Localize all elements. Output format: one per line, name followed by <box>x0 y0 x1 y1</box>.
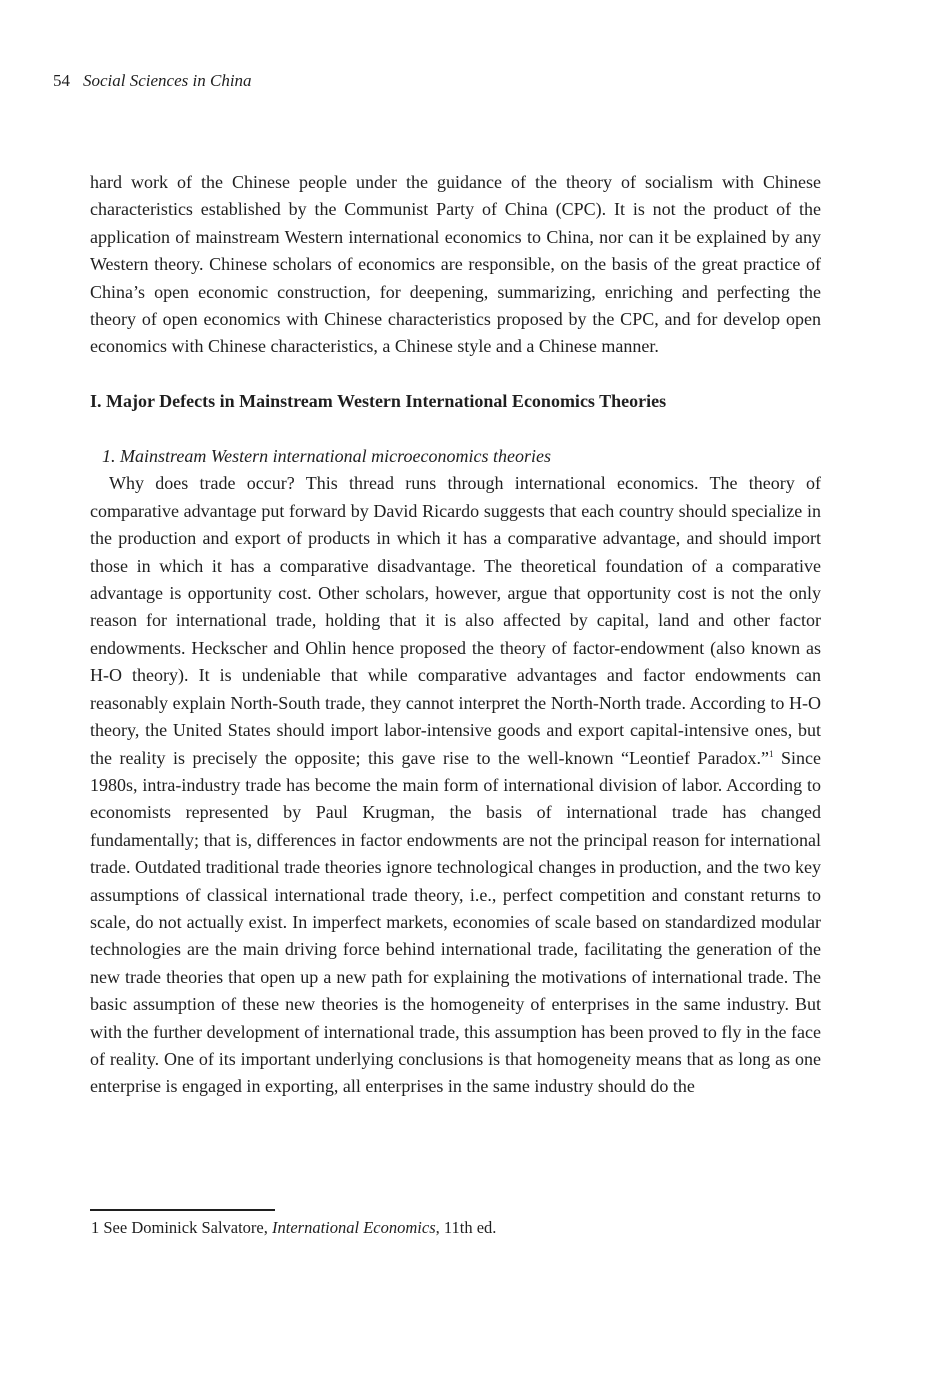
main-paragraph <box>90 470 821 1100</box>
footnote-marker: 1 <box>768 748 774 759</box>
footnote-number: 1 <box>91 1218 100 1237</box>
footnote <box>91 1217 496 1239</box>
subsection-heading: 1. Mainstream Western international microeconomics theories <box>102 446 551 467</box>
body-text <box>90 169 821 1101</box>
opening-paragraph: hard work of the Chinese people under the guidance of the theory of socialism with Chinese characteristics established by the Communist Party of China (CPC). It is not the product of the application of mainstream Western international economics to China, nor can it be explained by any Western theory. Chinese scholars of economics are responsible, on the basis of the great practice of China’s open economic construction, for deepening, summarizing, enriching and perfecting the theory of open economics with Chinese characteristics proposed by the CPC, and for develop open economics with Chinese characteristics, a Chinese style and a Chinese manner. <box>90 172 821 357</box>
footnote-prefix: See Dominick Salvatore, <box>103 1218 268 1237</box>
main-paragraph-part2: Since 1980s, intra-industry trade has become the main form of international division of labor. According to economists represented by Paul Krugman, the basis of international trade has changed fundamentally; that is, differences in factor endowments are not the principal reason for international trade. Outdated traditional trade theories ignore technological changes in production, and the two key assumptions of classical international trade theory, i.e., perfect competition and constant returns to scale, do not actually exist. In imperfect markets, economies of scale based on standardized modular technologies are the main driving force behind international trade, facilitating the generation of the new trade theories that open up a new path for explaining the motivations of international trade. The basic assumption of these new theories is the homogeneity of enterprises in the same industry. But with the further development of international trade, this assumption has been proved to fly in the face of reality. One of its important underlying conclusions is that homogeneity means that as long as one enterprise is engaged in exporting, all enterprises in the same industry should do the <box>90 747 821 1097</box>
running-head <box>53 70 252 92</box>
footnote-divider <box>90 1209 275 1211</box>
journal-title: Social Sciences in China <box>83 71 252 90</box>
main-paragraph-part1: Why does trade occur? This thread runs through international economics. The theory of comparative advantage put forward by David Ricardo suggests that each country should specialize in the production and export of products in which it has a comparative advantage, and should import those in which it has a comparative disadvantage. The theoretical foundation of a comparative advantage is opportunity cost. Other scholars, however, argue that opportunity cost is not the only reason for international trade, holding that it is also affected by capital, land and other factor endowments. Heckscher and Ohlin hence proposed the theory of factor-endowment (also known as H-O theory). It is undeniable that while comparative advantages and factor endowments can reasonably explain North-South trade, they cannot interpret the North-North trade. According to H-O theory, the United States should import labor-intensive goods and export capital-intensive ones, but the reality is precisely the opposite; this gave rise to the well-known “Leontief Paradox.” <box>90 473 821 768</box>
footnote-book-title: International Economics <box>272 1218 436 1237</box>
page-number: 54 <box>53 71 70 90</box>
footnote-suffix: , 11th ed. <box>435 1218 497 1237</box>
section-heading: I. Major Defects in Mainstream Western International Economics Theories <box>90 391 667 412</box>
